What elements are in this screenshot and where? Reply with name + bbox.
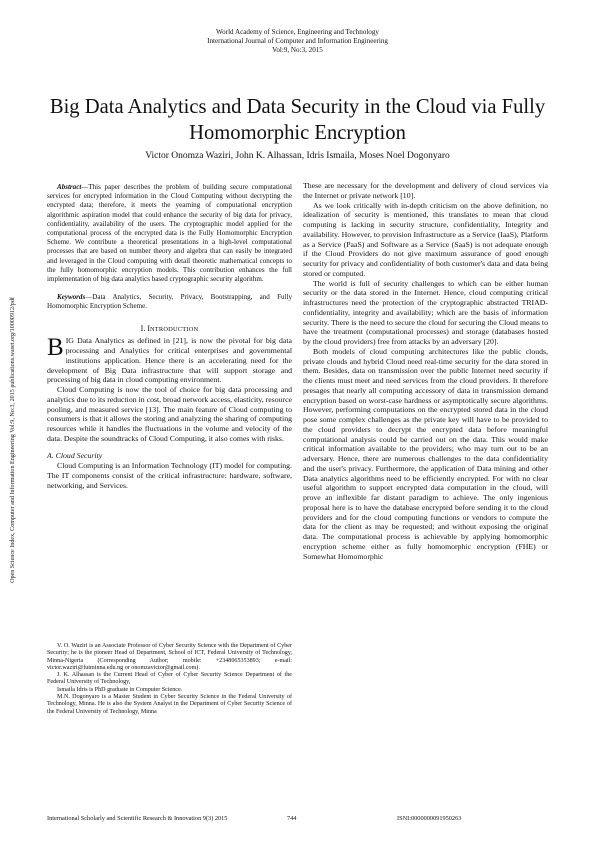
footer-isni: ISNI:0000000091950263: [397, 815, 462, 822]
sidebar-watermark: [6, 232, 19, 647]
header-line-1: World Academy of Science, Engineering and Technology: [216, 28, 379, 36]
left-column: [47, 183, 292, 491]
footer-page-number: 744: [287, 815, 297, 822]
abstract: [47, 183, 292, 284]
cloud-security-paragraph: Cloud Computing is an Information Technology (IT) model for computing. The IT components consist of the critical infrastructure: hardware, software, networking, and Services.: [47, 461, 292, 490]
drop-cap: B: [47, 334, 64, 362]
subsection-heading-cloud-security: A. Cloud Security: [47, 450, 103, 460]
footnote-alhassan: J. K. Alhassan is the Current Head of Cyber of Cyber Security Science Department of the Federal University of Technology,: [47, 672, 292, 686]
intro-paragraph-2: Cloud Computing is now the tool of choice for big data processing and analytics due to its reduction in cost, broad network access, elasticity, resource pooling, and measured service [13]. The main feature of Cloud computing to consumers is that it allows the storing and analyzing the sharing of computing resources while it handles the fluctuations in the volume and velocity of the data. Despite the soundtracks of Cloud Computing, it also comes with risks.: [47, 385, 293, 443]
right-paragraph-4: Both models of cloud computing architectures like the public clouds, private clouds and hybrid Cloud need real-time security for the data stored in them. Besides, data on transmission over the public Internet need security if the clients must meet and need services from the cloud providers. It therefore presages that nearly all computing accessory of data in transmission demand encryption based on worst-case hardness or asymptotically secure algorithms. However, performing computations on the encrypted stored data in the cloud pose some complex challenges as the private key will have to be provided to the cloud providers to decrypt the encrypted data before meaningful computational analysis could be carried out on the data. This would make critical information available to the providers; who may turn out to be an adversary. Hence, there are numerous challenges to the data confidentiality and the user's privacy. Furthermore, the application of Data mining and other Data analytics algorithms need to be efficiently encrypted. For with no clear useful algorithm to support encrypted data computation in the cloud, will prove an inflexible far distant paradigm to achieve. The only ingenious proposal here is to have the database encrypted before sending it to the cloud providers and for the cloud computing functions or vendors to compute the data for the client as may be requested; and without exposing the original data. The computational process is achievable by applying homomorphic encryption scheme either as fully homomorphic encryption (FHE) or Somewhat Homomorphic: [303, 346, 548, 561]
right-paragraph-3: The world is full of security challenges to which can be either human security or the data stored in the Internet. Hence, cloud computing critical infrastructures need the protection of the cryptographic abstracted TRIAD-confidentiality, integrity and availability; which are the basis of information security. There is the need to secure the cloud for securing the Cloud means to have the treatment (computational processes) and storage (databases hosted by the cloud providers) free from attacks by an adversary [20].: [303, 278, 548, 346]
abstract-label: Abstract: [57, 183, 82, 191]
keywords-text: —Data Analytics, Security, Privacy, Bootstrapping, and Fully Homomorphic Encryption Scheme.: [47, 293, 292, 311]
abstract-text: —This paper describes the problem of building secure computational services for encrypted information in the Cloud Computing without decrypting the encrypted data; therefore, it meets the yearning of computational encryption algorithmic aspiration model that could enhance the security of big data for privacy, confidentiality, availability of the users. The cryptographic model applied for the computational process of the encrypted data is the Fully Homomorphic Encryption Scheme. We contribute a theoretical presentations in a high-level computational processes that are based on number theory and algebra that can easily be integrated and leveraged in the Cloud computing with detail theoretic mathematical concepts to the fully homomorphic encryption models. This contribution enhances the full implementation of big data analytics based cryptographic security algorithm.: [47, 183, 292, 284]
section-heading-introduction: I. INTRODUCTION: [140, 323, 199, 333]
author-list: Victor Onomza Waziri, John K. Alhassan, Idris Ismaila, Moses Noel Dogonyaro: [145, 151, 450, 161]
header-line-2: International Journal of Computer and Information Engineering: [207, 37, 388, 46]
right-paragraph-1: These are necessary for the development and delivery of cloud services via the Internet or private network [10].: [303, 181, 548, 200]
footnote-ismaila: Ismaila Idris is PhD graduate in Computer Science.: [57, 686, 183, 693]
footnote-waziri: V. O. Waziri is an Associate Professor of Cyber Security Science with the Department of Cyber Security; he is the pioneer Head of Department, School of ICT, Federal University of Technology, Minna-Nigeria (Corresponding Author; mobile: +2348065353893; e-mail: victor.waziri@futminna.edu.ng or onomzavictor@gmail.com).: [47, 643, 292, 671]
intro-paragraph-1: BIG Data Analytics as defined in [21], is now the pivotal for big data processing and Analytics for critical enterprises and governmental institutions application. Hence there is an accelerating need for the development of Big Data infrastructure that will support storage and processing of big data in cloud computing environment.: [47, 334, 292, 385]
footer-journal: International Scholarly and Scientific Research & Innovation 9(3) 2015: [47, 815, 228, 822]
paper-title: Big Data Analytics and Data Security in the Cloud via Fully Homomorphic Encryption: [49, 96, 546, 144]
right-column: [303, 181, 548, 561]
right-paragraph-2: As we look critically with in-depth criticism on the above definition, no idealization of security is mentioned, this translates to mean that cloud computing is lacking in security structure, confidentiality, Integrity and availability. However, to provision Infrastructure as a Service (IaaS), Platform as a Service (PaaS) and Software as a Service (SaaS) is not adequate enough if the Cloud Providers do not give maximum assurance of good enough security for privacy and confidentiality of both customer's data and data being stored or computed.: [303, 200, 548, 278]
keywords: [47, 293, 292, 311]
header-line-3: Vol:9, No:3, 2015: [272, 46, 323, 55]
keywords-label: Keywords: [57, 293, 86, 302]
footnote-dogonyaro: M.N. Dogonyaro is a Master Student in Cyber Security Science in the Federal University of Technology, Minna. He is also the System Analyst in the Department of Cyber Security Science of the Federal University of Technology, Minna: [47, 694, 292, 715]
journal-header: [0, 28, 595, 56]
sidebar-text: Open Science Index, Computer and Information Engineering Vol:9, No:3, 2015 publications.waset.org/10000912/pdf: [9, 296, 16, 583]
author-footnotes: [47, 643, 292, 716]
